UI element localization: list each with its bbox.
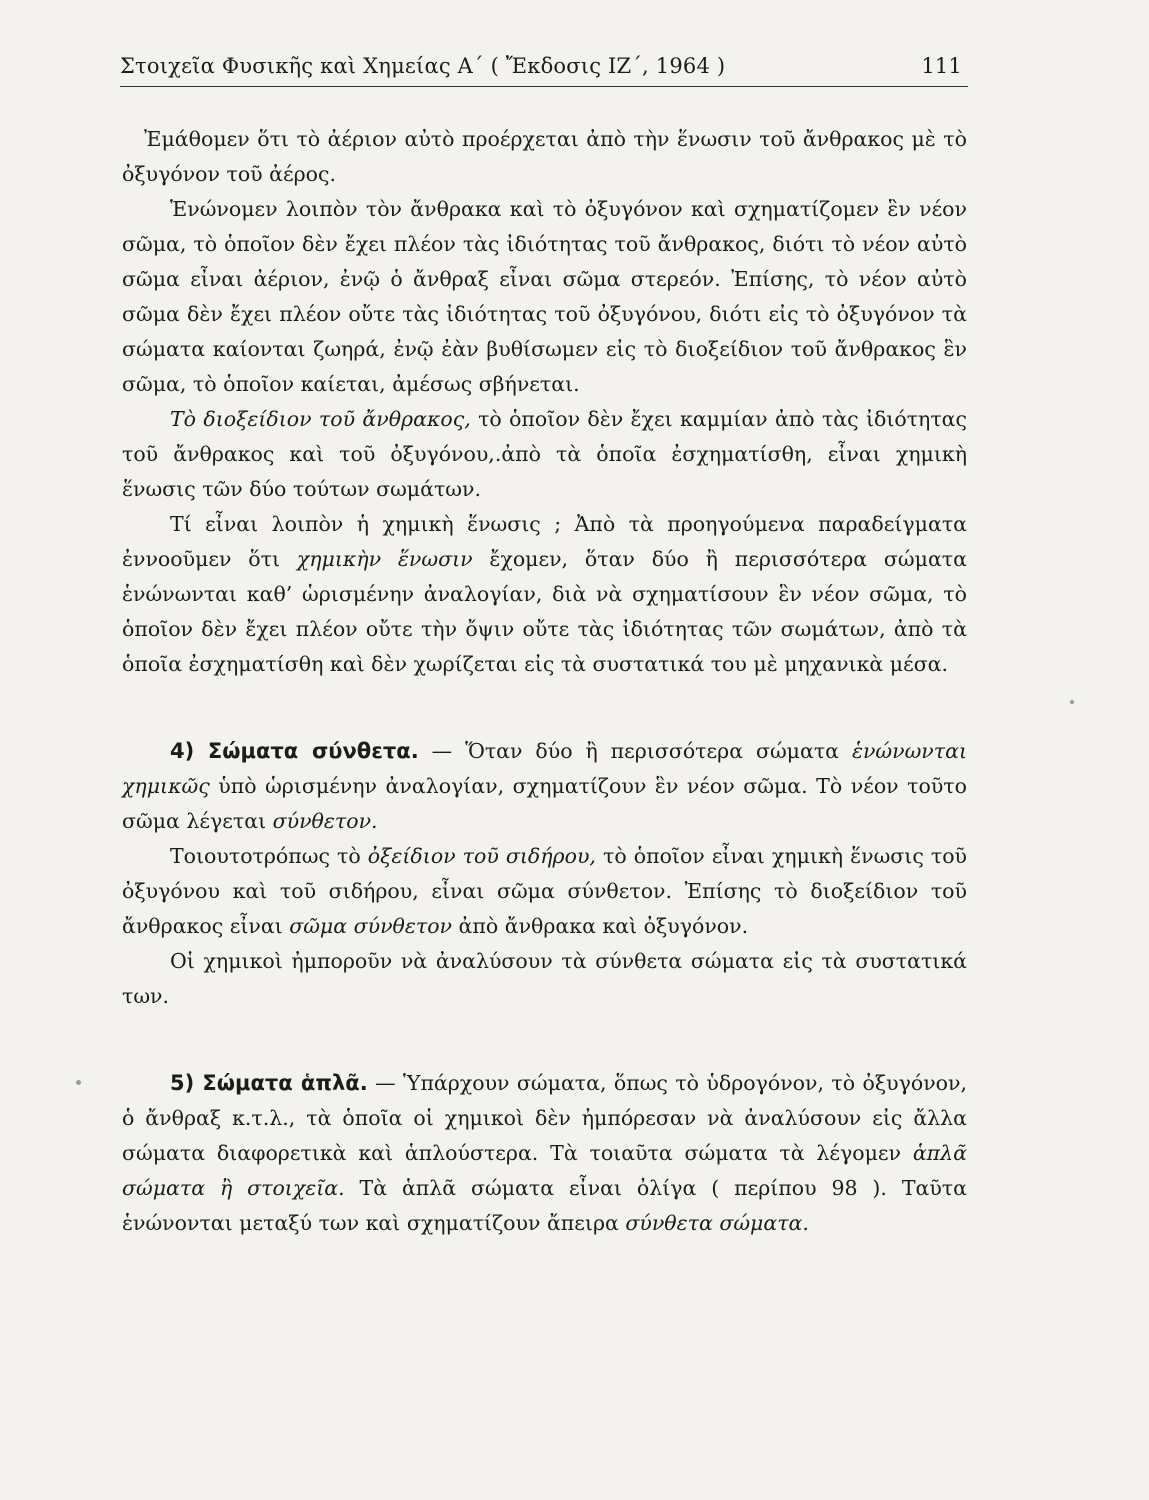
section-5-text-b: Τὰ ἁπλᾶ σώματα εἶναι ὀλίγα ( περίπου 98 ). Ταῦτα ἑνώνονται μεταξύ των καὶ σχηματίζουν ἄπειρα xyxy=(122,1176,967,1235)
section-4-text-b: ὑπὸ ὡρισμένην ἀναλογίαν, σχηματίζουν ἓν νέον σῶμα. Τὸ νέον τοῦτο σῶμα λέγεται xyxy=(122,774,967,833)
section-4-heading: 4) Σώματα σύνθετα. xyxy=(170,739,419,763)
page-number: 111 xyxy=(921,54,962,78)
paragraph-3-text: τὸ ὁποῖον δὲν ἔχει καμμίαν ἀπὸ τὰς ἰδιότητας τοῦ ἄνθρακος καὶ τοῦ ὀξυγόνου,.ἀπὸ τὰ ὁποῖα ἐσχηματίσθη, εἶναι χημικὴ ἕνωσις τῶν δύο τούτων σωμάτων. xyxy=(122,407,967,501)
paragraph-4-text-a: Τί εἶναι λοιπὸν ἡ χημικὴ ἕνωσις ; Ἀπὸ τὰ προηγούμενα παραδείγματα ἐννοοῦμεν ὅτι xyxy=(122,512,967,571)
header-title: Στοιχεῖα Φυσικῆς καὶ Χημείας Α΄ ( Ἔκδοσις ΙΖ΄, 1964 ) xyxy=(120,54,726,78)
paragraph-5-text-a: Τοιουτοτρόπως τὸ xyxy=(170,844,368,868)
paragraph-3 xyxy=(122,402,967,507)
header-rule xyxy=(120,86,968,87)
italic-term: ἑνώνωνται χημικῶς xyxy=(122,739,967,798)
section-5-simple-bodies xyxy=(122,1066,967,1241)
italic-term: χημικὴν ἕνωσιν xyxy=(296,547,473,571)
paragraph-1: Ἐμάθομεν ὅτι τὸ ἀέριον αὐτὸ προέρχεται ἀπὸ τὴν ἕνωσιν τοῦ ἄνθρακος μὲ τὸ ὀξυγόνον τοῦ ἀέρος. xyxy=(122,127,967,186)
italic-term: ὀξείδιον τοῦ σιδήρου, xyxy=(367,844,596,868)
italic-term: σῶμα σύνθετον xyxy=(289,914,453,938)
paper-speck xyxy=(76,1080,81,1085)
paragraph-5-text-b: τὸ ὁποῖον εἶναι χημικὴ ἕνωσις τοῦ ὀξυγόνου καὶ τοῦ σιδήρου, εἶναι σῶμα σύνθετον. Ἐπίσης τὸ διοξείδιον τοῦ ἄνθρακος εἶναι xyxy=(122,844,968,938)
paragraph-4 xyxy=(122,507,967,682)
italic-term: σύνθετα σώματα. xyxy=(625,1211,809,1235)
page-body xyxy=(122,122,967,1241)
paragraph-6: Οἱ χημικοὶ ἠμποροῦν νὰ ἀναλύσουν τὰ σύνθετα σώματα εἰς τὰ συστατικά των. xyxy=(122,949,967,1008)
section-4-compound-bodies xyxy=(122,734,967,839)
paragraph-5-text-c: ἀπὸ ἄνθρακα καὶ ὀξυγόνον. xyxy=(452,914,749,938)
paragraph-2: Ἑνώνομεν λοιπὸν τὸν ἄνθρακα καὶ τὸ ὀξυγόνον καὶ σχηματίζομεν ἓν νέον σῶμα, τὸ ὁποῖον δὲν ἔχει πλέον τὰς ἰδιότητας τοῦ ἄνθρακος, διότι τὸ νέον αὐτὸ σῶμα εἶναι ἀέριον, ἐνῷ ὁ ἄνθραξ εἶναι σῶμα στερεόν. Ἐπίσης, τὸ νέον αὐτὸ σῶμα δὲν ἔχει πλέον οὔτε τὰς ἰδιότητας τοῦ ὀξυγόνου, διότι εἰς τὸ ὀξυγόνον τὰ σώματα καίονται ζωηρά, ἐνῷ ἐὰν βυθίσωμεν εἰς τὸ διοξείδιον τοῦ ἄνθρακος ἓν σῶμα, τὸ ὁποῖον καίεται, ἀμέσως σβήνεται. xyxy=(122,197,967,396)
section-5-heading: 5) Σώματα ἁπλᾶ. xyxy=(170,1071,368,1095)
paragraph-5 xyxy=(122,839,967,944)
section-4-text-a: — Ὅταν δύο ἢ περισσότερα σώματα xyxy=(418,739,852,763)
paper-speck xyxy=(1070,700,1074,704)
paragraph-4-text-b: ἔχομεν, ὅταν δύο ἢ περισσότερα σώματα ἑνώνωνται καθ’ ὡρισμένην ἀναλογίαν, διὰ νὰ σχηματίσουν ἓν νέον σῶμα, τὸ ὁποῖον δὲν ἔχει πλέον οὔτε τὴν ὄψιν οὔτε τὰς ἰδιότητας τῶν σωμάτων, ἀπὸ τὰ ὁποῖα ἐσχηματίσθη καὶ δὲν χωρίζεται εἰς τὰ συστατικά του μὲ μηχανικὰ μέσα. xyxy=(122,547,967,676)
italic-term: Τὸ διοξείδιον τοῦ ἄνθρακος, xyxy=(170,407,471,431)
italic-term: ἁπλᾶ σώματα ἢ στοιχεῖα. xyxy=(122,1141,967,1200)
section-5-text-a: — Ὑπάρχουν σώματα, ὅπως τὸ ὑδρογόνον, τὸ ὀξυγόνον, ὁ ἄνθραξ κ.τ.λ., τὰ ὁποῖα οἱ χημικοὶ δὲν ἠμπόρεσαν νὰ ἀναλύσουν εἰς ἄλλα σώματα διαφορετικὰ καὶ ἁπλούστερα. Τὰ τοιαῦτα σώματα τὰ λέγομεν xyxy=(122,1071,967,1165)
running-header xyxy=(120,52,968,80)
italic-term: σύνθετον. xyxy=(272,809,378,833)
